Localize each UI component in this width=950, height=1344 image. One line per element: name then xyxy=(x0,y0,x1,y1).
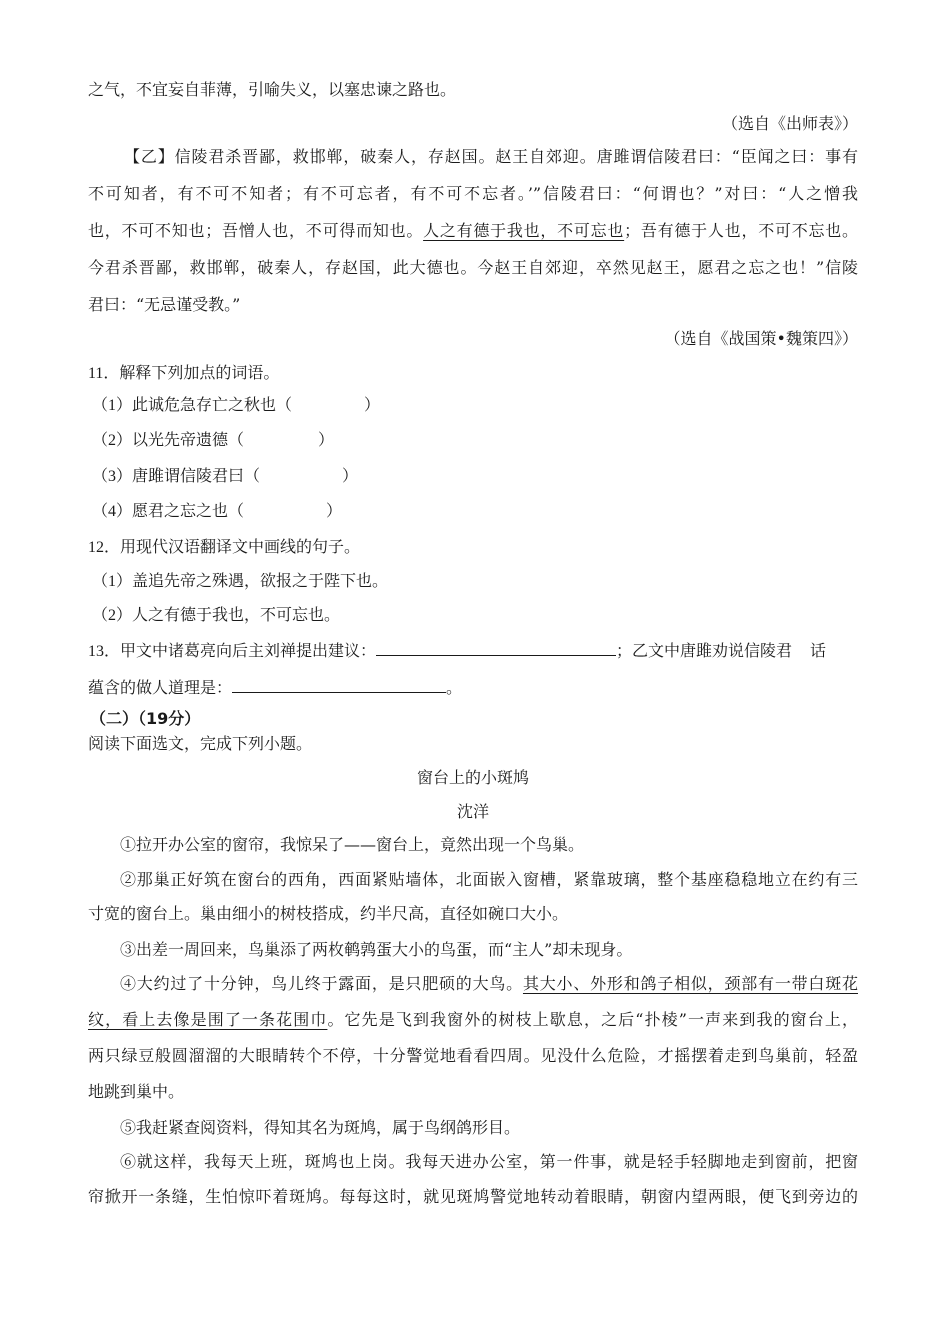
article-text: ⑥就这样，我每天上班，斑鸠也上岗。我每天进办公室，第一件事，就是轻手轻脚地走到窗前，把窗 xyxy=(120,1152,858,1171)
article-line xyxy=(88,1080,858,1104)
q13-text: 话 xyxy=(810,643,827,660)
question-12-item: （2）人之有德于我也，不可忘也。 xyxy=(92,607,341,624)
underlined-sentence: 人之有德于我也，不可忘也 xyxy=(423,221,625,240)
article-line xyxy=(120,938,858,962)
answer-blank xyxy=(244,500,326,516)
answer-blank xyxy=(244,429,318,445)
passage-b-text: ；吾有德于人也，不可不忘也。 xyxy=(624,221,858,240)
item-text: （1）此诚危急存亡之秋也（ xyxy=(92,397,293,414)
article-text: 帘掀开一条缝，生怕惊吓着斑鸠。每每这时，就见斑鸠警觉地转动着眼睛，朝窗内望两眼，便飞到旁边的 xyxy=(88,1187,858,1206)
article-line xyxy=(120,868,858,892)
passage-b-line xyxy=(88,182,858,206)
article-text: 。它先是飞到我窗外的树枝上歇息，之后“扑棱”一声来到我的窗台上， xyxy=(327,1010,858,1029)
q13-text: 。 xyxy=(446,680,463,697)
question-11-item xyxy=(92,429,858,453)
q13-text: 13．甲文中诸葛亮向后主刘禅提出建议： xyxy=(88,643,377,660)
question-12-stem: 12．用现代汉语翻译文中画线的句子。 xyxy=(88,539,361,556)
article-line xyxy=(120,972,858,996)
question-11-item xyxy=(92,500,858,524)
item-text: （2）以光先帝遗德（ xyxy=(92,432,245,449)
question-13-line xyxy=(88,639,858,663)
answer-blank xyxy=(232,676,446,693)
question-12-item: （1）盖追先帝之殊遇，欲报之于陛下也。 xyxy=(92,573,389,590)
underlined-sentence: 其大小、外形和鸽子相似，颈部有一带白斑花 xyxy=(522,974,858,993)
passage-b-line xyxy=(88,293,858,317)
passage-b-text: 今君杀晋鄙，救邯郸，破秦人，存赵国，此大德也。今赵王自郊迎，卒然见赵王，愿君之忘之也！”信陵 xyxy=(88,258,858,277)
q13-text: ；乙文中唐雎劝说信陵君 xyxy=(616,643,793,660)
question-11-item xyxy=(92,394,858,418)
item-text: （4）愿君之忘之也（ xyxy=(92,503,245,520)
article-text: 地跳到巢中。 xyxy=(88,1082,185,1101)
question-11-stem: 11．解释下列加点的词语。 xyxy=(88,365,280,382)
passage-b-text: 君曰：“无忌谨受教。” xyxy=(88,295,241,314)
question-13-line xyxy=(88,676,858,700)
article-line xyxy=(120,833,858,857)
answer-blank xyxy=(260,465,342,481)
article-text: ③出差一周回来，鸟巢添了两枚鹌鹑蛋大小的鸟蛋，而“主人”却未现身。 xyxy=(120,940,633,959)
item-text: ） xyxy=(342,468,359,485)
passage-b-line xyxy=(88,219,858,243)
article-line xyxy=(120,1150,858,1174)
article-text: ⑤我赶紧查阅资料，得知其名为斑鸠，属于鸟纲鸽形目。 xyxy=(120,1118,521,1137)
passage-a-last-line: 之气，不宜妄自菲薄，引喻失义，以塞忠谏之路也。 xyxy=(88,80,457,99)
article-text: 寸宽的窗台上。巢由细小的树枝搭成，约半尺高，直径如碗口大小。 xyxy=(88,904,569,923)
passage-b-line xyxy=(124,145,858,169)
underlined-sentence: 纹，看上去像是围了一条花围巾 xyxy=(88,1010,328,1029)
article-author: 沈洋 xyxy=(456,802,489,821)
article-title: 窗台上的小斑鸠 xyxy=(416,768,529,787)
item-text: ） xyxy=(364,397,381,414)
answer-blank xyxy=(376,639,616,656)
item-text: ） xyxy=(326,503,343,520)
passage-b-text: 不可知者，有不可不知者；有不可忘者，有不可不忘者。’”信陵君曰：“何谓也？”对曰：“人之憎我 xyxy=(88,184,858,203)
passage-a-source: （选自《出师表》） xyxy=(721,114,858,133)
question-11-item xyxy=(92,465,858,489)
article-text: 两只绿豆般圆溜溜的大眼睛转个不停，十分警觉地看看四周。见没什么危险，才摇摆着走到鸟巢前，轻盈 xyxy=(88,1046,858,1065)
article-line xyxy=(88,1044,858,1068)
article-text: ①拉开办公室的窗帘，我惊呆了——窗台上，竟然出现一个鸟巢。 xyxy=(120,835,585,854)
article-line xyxy=(88,902,858,926)
item-text: （3）唐雎谓信陵君曰（ xyxy=(92,468,261,485)
q13-text: 蕴含的做人道理是： xyxy=(88,680,233,697)
article-text: ④大约过了十分钟，鸟儿终于露面，是只肥硕的大鸟。 xyxy=(120,974,523,993)
article-line xyxy=(88,1008,858,1032)
gap xyxy=(792,640,810,656)
passage-b-text: 也，不可不知也；吾憎人也，不可得而知也。 xyxy=(88,221,424,240)
passage-b-line xyxy=(88,256,858,280)
item-text: ） xyxy=(318,432,335,449)
article-text: ②那巢正好筑在窗台的西角，西面紧贴墙体，北面嵌入窗槽，紧靠玻璃，整个基座稳稳地立在约有三 xyxy=(120,870,858,889)
article-line xyxy=(88,1185,858,1209)
section-heading: （二）（19分） xyxy=(90,709,201,728)
article-line xyxy=(120,1116,858,1140)
section-instruction: 阅读下面选文，完成下列小题。 xyxy=(88,736,313,753)
passage-b-source: （选自《战国策•魏策四》） xyxy=(664,329,858,348)
answer-blank xyxy=(292,394,364,410)
passage-b-text: 【乙】信陵君杀晋鄙，救邯郸，破秦人，存赵国。赵王自郊迎。唐雎谓信陵君曰：“臣闻之曰：事有 xyxy=(124,147,858,166)
